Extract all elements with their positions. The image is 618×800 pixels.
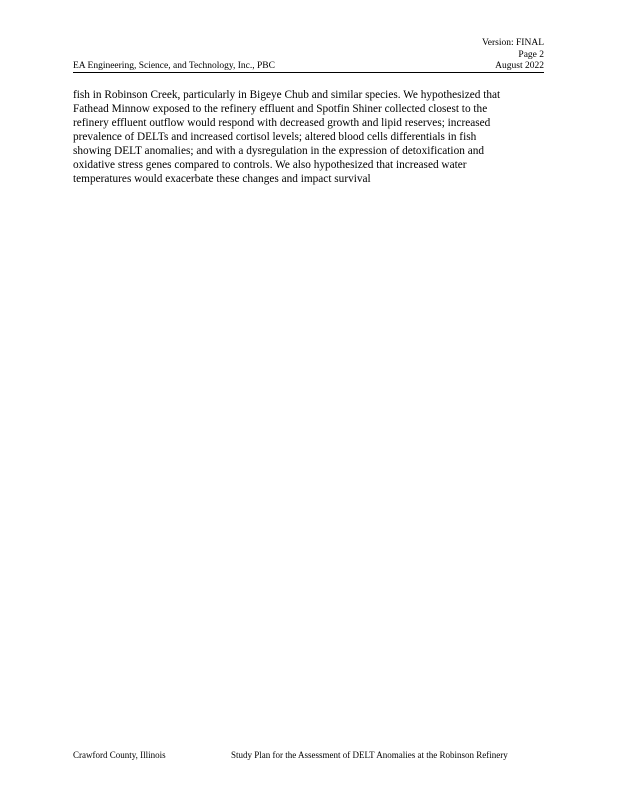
footer-location: Crawford County, Illinois xyxy=(73,750,166,760)
body-line: fish in Robinson Creek, particularly in Bigeye Chub and similar species. We hypothesized that xyxy=(73,89,501,101)
header-version: Version: FINAL xyxy=(481,38,544,48)
body-paragraph xyxy=(73,88,593,186)
header-right-block xyxy=(482,38,544,73)
body-line: oxidative stress genes compared to controls. We also hypothesized that increased water xyxy=(73,159,467,171)
body-line: refinery effluent outflow would respond with decreased growth and lipid reserves; increased xyxy=(73,117,491,129)
footer-document-title: Study Plan for the Assessment of DELT Anomalies at the Robinson Refinery xyxy=(231,750,508,760)
header-date: August 2022 xyxy=(495,61,544,71)
body-line: prevalence of DELTs and increased cortisol levels; altered blood cells differentials in fish xyxy=(73,131,477,143)
header-divider xyxy=(73,72,544,73)
body-line: temperatures would exacerbate these changes and impact survival xyxy=(73,173,371,185)
header-company: EA Engineering, Science, and Technology, Inc., PBC xyxy=(73,61,275,71)
body-line: Fathead Minnow exposed to the refinery effluent and Spotfin Shiner collected closest to the xyxy=(73,103,488,115)
header-page-number: Page 2 xyxy=(518,49,544,60)
body-line: showing DELT anomalies; and with a dysregulation in the expression of detoxification and xyxy=(73,145,485,157)
